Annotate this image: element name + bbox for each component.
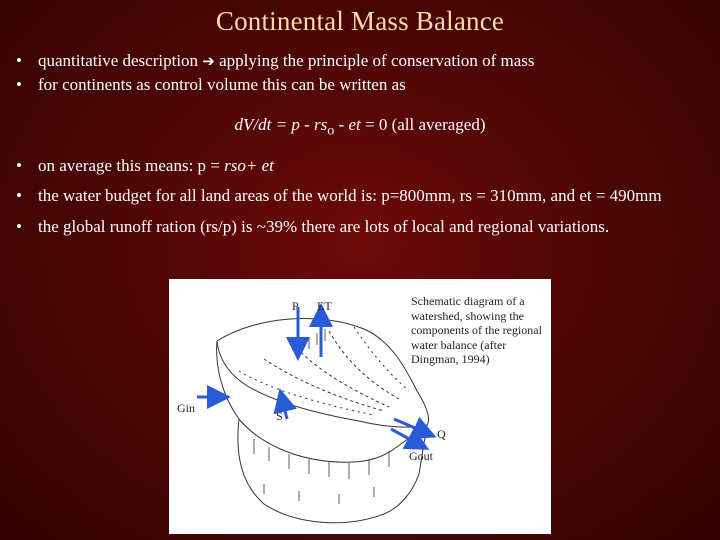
label-p: P	[292, 299, 299, 313]
bullet-text: the global runoff ration (rs/p) is ~39% there are lots of local and regional variations.	[38, 217, 610, 236]
bullet-text: quantitative description	[38, 51, 199, 70]
bullet-italic-text: rso+ et	[224, 156, 274, 175]
equation-subscript: o	[327, 122, 335, 139]
bullet-list-bottom	[16, 154, 706, 245]
label-gin: Gin	[177, 401, 195, 415]
label-gout: Gout	[409, 449, 433, 463]
bullet-text: applying the principle of conservation of mass	[219, 51, 535, 70]
soil-block-face	[217, 341, 427, 462]
right-arrow-icon: ➔	[202, 52, 215, 70]
bullet-item	[16, 154, 706, 178]
bullet-dot: •	[16, 75, 22, 94]
bullet-item	[16, 184, 706, 208]
bullet-item	[16, 49, 706, 73]
equation-mid: - et	[334, 115, 361, 134]
bullet-text: for continents as control volume this can be written as	[38, 75, 406, 94]
label-q: Q	[437, 427, 446, 441]
mass-balance-equation	[0, 115, 720, 139]
bullet-text: on average this means: p =	[38, 156, 225, 175]
bullet-dot: •	[16, 156, 22, 175]
watershed-outline	[217, 319, 429, 428]
slide-title: Continental Mass Balance	[215, 6, 505, 36]
equation-lhs: dV/dt = p - rs	[234, 115, 328, 134]
watershed-diagram	[169, 279, 551, 534]
bullet-item	[16, 215, 706, 239]
equation-rhs: = 0 (all averaged)	[360, 115, 486, 134]
bullet-text: the water budget for all land areas of the world is: p=800mm, rs = 310mm, and et = 490mm	[38, 186, 662, 205]
bullet-dot: •	[16, 51, 22, 70]
bullet-dot: •	[16, 217, 22, 236]
figure-caption: Schematic diagram of a watershed, showing the components of the regional water balance (after Dingman, 1994)	[411, 294, 542, 366]
bullet-item	[16, 73, 706, 97]
label-et: ET	[317, 299, 332, 313]
groundwater-out-arrow	[391, 429, 424, 447]
bullet-dot: •	[16, 186, 22, 205]
bullet-list-top	[16, 49, 706, 97]
label-s: S	[276, 409, 283, 423]
